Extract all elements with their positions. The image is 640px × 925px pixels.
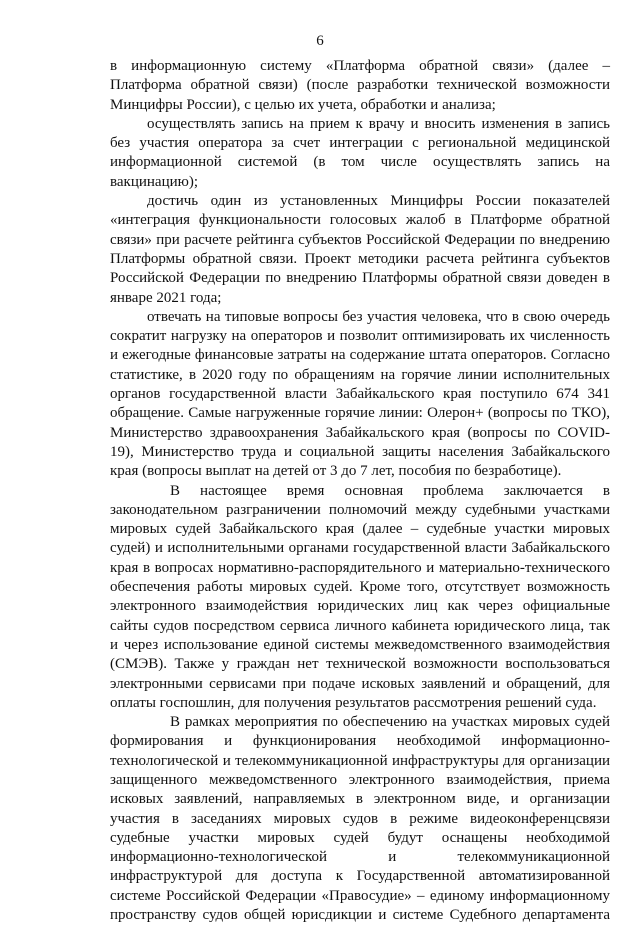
text-line: электронного взаимодействия юридических лиц как через официальные [110, 598, 610, 615]
text-line: Платформы обратной связи. Проект методики расчета рейтинга субъектов [110, 250, 610, 267]
text-line: законодательном разграничении полномочий между судебными участками [110, 501, 610, 518]
text-line: края в вопросах нормативно-распорядительного и материально-технического [110, 559, 610, 576]
text-line: в информационную систему «Платформа обратной связи» (далее – [110, 58, 610, 74]
text-line: обращение. Самые нагруженные горячие линии: Олерон+ (вопросы по ТКО), [110, 405, 610, 422]
text-line: Министерство здравоохранения Забайкальского края (вопросы по COVID- [110, 424, 610, 441]
text-line: «интеграция функциональности голосовых жалоб в Платформе обратной [110, 212, 610, 229]
page-number: 6 [316, 33, 324, 49]
text-line: пространству судов общей юрисдикции и системе Судебного департамента [110, 907, 610, 924]
text-line: формирования и функционирования необходимой информационно- [110, 733, 610, 750]
text-line: 19), Министерство труда и социальной защиты населения Забайкальского [110, 443, 610, 460]
text-line: Платформа обратной связи) (после разработки технической возможности [110, 77, 610, 94]
paragraph-1 [110, 57, 610, 115]
text-line: системе Российской Федерации «Правосудие» – единому информационному [110, 887, 610, 904]
text-line: оплаты госпошлин, для получения результатов рассмотрения решений суда. [110, 694, 597, 711]
text-line: информационной системой (в том числе осуществлять запись на [110, 154, 610, 171]
paragraph-6 [110, 713, 610, 925]
text-line: и через использование единой системы межведомственного взаимодействия [110, 636, 610, 653]
text-line: органов государственной власти Забайкальского края поступило 674 341 [110, 386, 610, 403]
text-line: связи» при расчете рейтинга субъектов Российской Федерации по внедрению [110, 231, 610, 248]
text-line: январе 2021 года; [110, 289, 222, 306]
text-line: без участия оператора за счет интеграции с региональной медицинской [110, 135, 610, 152]
text-line: обеспечения работы мировых судей. Кроме того, отсутствует возможность [110, 579, 610, 596]
text-line: отвечать на типовые вопросы без участия человека, что в свою очередь [147, 308, 610, 325]
text-line: осуществлять запись на прием к врачу и вносить изменения в запись [147, 115, 610, 132]
paragraph-4 [110, 308, 610, 482]
paragraph-3 [110, 192, 610, 308]
text-line: края (вопросы выплат на детей от 3 до 7 лет, пособия по безработице). [110, 463, 562, 480]
paragraph-5 [110, 482, 610, 714]
text-line: и ежегодные финансовые затраты на содержание штата операторов. Согласно [110, 347, 610, 364]
text-line: В настоящее время основная проблема заключается в [170, 482, 610, 499]
text-line: судебные участки мировых судей будут оснащены необходимой [110, 829, 610, 846]
text-line: статистике, в 2020 году по обращениям на горячие линии исполнительных [110, 366, 610, 383]
text-line: исковых заявлений, направляемых в электронном виде, и организации [110, 791, 610, 808]
text-line: участия в заседаниях мировых судов в режиме видеоконференцсвязи [110, 810, 610, 827]
document-body [110, 57, 610, 925]
text-line: сократит нагрузку на операторов и позволит оптимизировать их численность [110, 328, 610, 345]
text-line: Минцифры России), с целью их учета, обработки и анализа; [110, 96, 496, 113]
text-line: защищенного межведомственного электронного взаимодействия, приема [110, 771, 610, 788]
text-line: судей) и исполнительными органами государственной власти Забайкальского [110, 540, 610, 557]
paragraph-2 [110, 115, 610, 192]
text-line: вакцинацию); [110, 173, 198, 190]
text-line: электронными сервисами при подаче исковых заявлений и обращений, для [110, 675, 610, 692]
text-line: сайты судов посредством сервиса личного кабинета юридического лица, так [110, 617, 610, 634]
text-line: достичь один из установленных Минцифры России показателей [147, 193, 610, 210]
text-line: (СМЭВ). Также у граждан нет технической возможности воспользоваться [110, 656, 610, 673]
text-line: Российской Федерации по внедрению Платформы обратной связи доведен в [110, 270, 610, 287]
text-line: технологической и телекоммуникационной инфраструктуры для организации [110, 752, 610, 769]
text-line: мировых судей Забайкальского края (далее – судебные участки мировых [110, 521, 610, 538]
text-line: инфраструктурой для доступа к Государственной автоматизированной [110, 868, 610, 885]
text-line: информационно-технологической и телекоммуникационной [110, 849, 610, 866]
text-line: В рамках мероприятия по обеспечению на участках мировых судей [170, 714, 610, 731]
